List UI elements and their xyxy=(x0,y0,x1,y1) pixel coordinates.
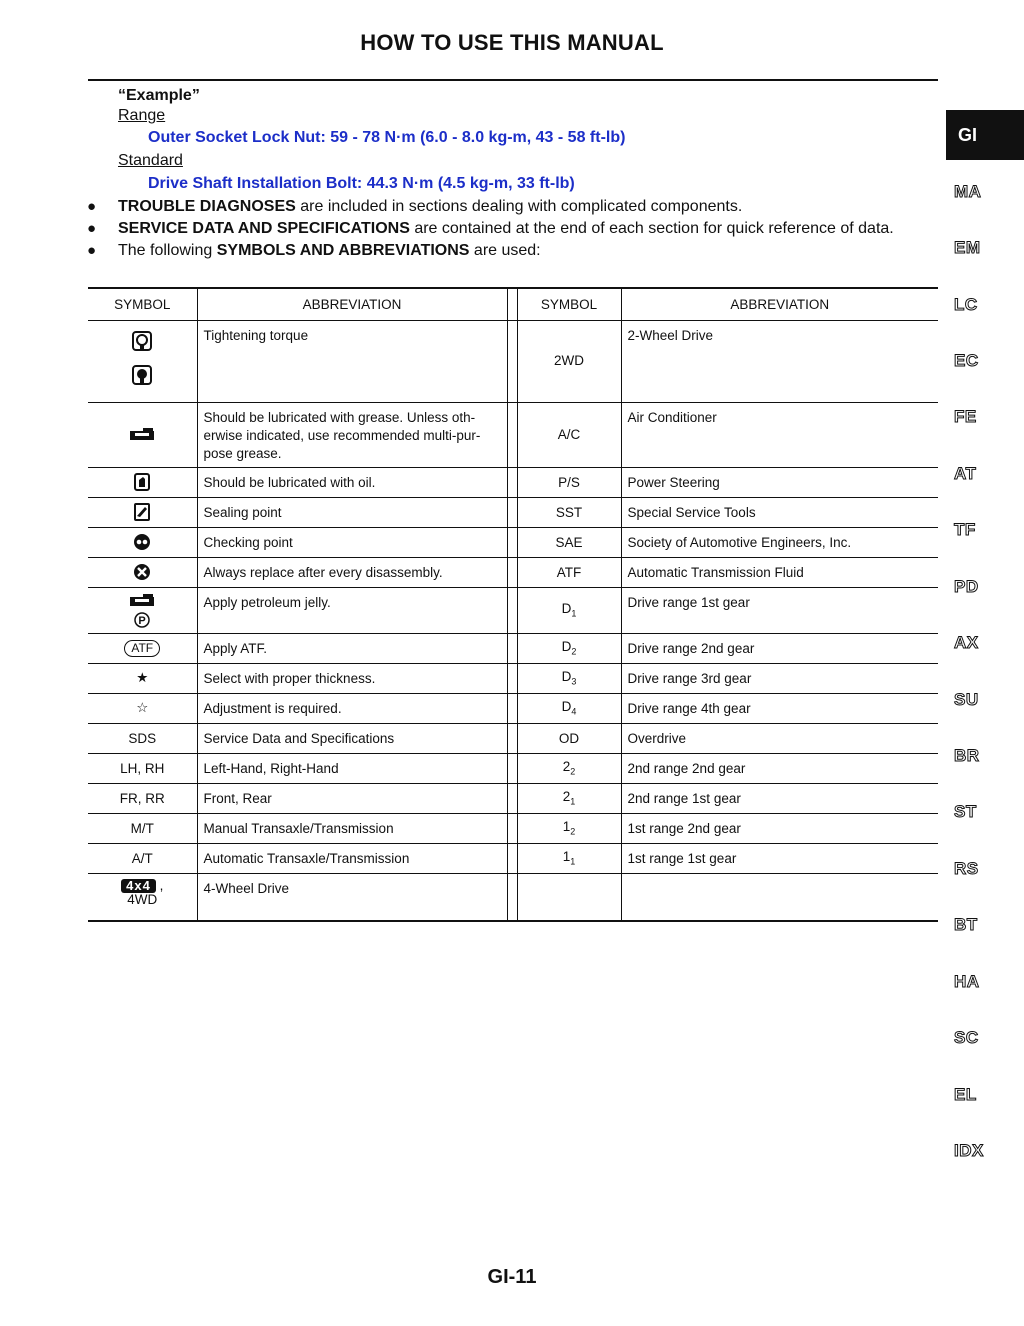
abbreviation-cell: Drive range 2nd gear xyxy=(621,633,938,663)
standard-spec: Drive Shaft Installation Bolt: 44.3 N·m (4.5 kg-m, 33 ft-lb) xyxy=(148,175,575,192)
section-tab-em[interactable]: EM xyxy=(954,238,981,257)
abbreviation-cell: 2nd range 2nd gear xyxy=(621,753,938,783)
page-number: GI-11 xyxy=(487,1266,537,1288)
table-row xyxy=(88,663,938,693)
symbol-cell xyxy=(88,497,197,527)
torque-wrench-icon xyxy=(132,331,152,351)
bullet-item xyxy=(88,196,940,217)
example-block xyxy=(118,86,938,195)
abbreviation-cell: Adjustment is required. xyxy=(197,693,507,723)
example-heading: “Example” xyxy=(118,87,200,104)
outline-star-icon: ☆ xyxy=(136,700,149,715)
symbol-cell xyxy=(88,320,197,402)
abbreviation-cell: 2nd range 1st gear xyxy=(621,783,938,813)
bullet-list xyxy=(88,196,940,262)
abbreviation-cell: Drive range 3rd gear xyxy=(621,663,938,693)
abbreviation-cell: Power Steering xyxy=(621,467,938,497)
torque-wrench-filled-icon xyxy=(132,365,152,385)
column-gap xyxy=(507,557,517,587)
check-eyes-icon xyxy=(133,533,151,551)
column-gap xyxy=(507,527,517,557)
table-row xyxy=(88,693,938,723)
section-tab-ax[interactable]: AX xyxy=(954,633,979,652)
abbreviation-cell: Air Conditioner xyxy=(621,402,938,467)
abbreviation-cell: Automatic Transmission Fluid xyxy=(621,557,938,587)
column-gap xyxy=(507,587,517,633)
bullet-item xyxy=(88,218,940,239)
symbol-cell: $D_3$ xyxy=(517,663,621,693)
symbol-cell: SST xyxy=(517,497,621,527)
column-gap xyxy=(507,753,517,783)
section-tab-ha[interactable]: HA xyxy=(954,972,980,991)
section-tab-gi[interactable]: GI xyxy=(946,110,1024,160)
abbreviation-cell: Drive range 1st gear xyxy=(621,587,938,633)
symbol-cell: $2_1$ xyxy=(517,783,621,813)
abbreviation-cell: Automatic Transaxle/Transmission xyxy=(197,843,507,873)
section-tab-ma[interactable]: MA xyxy=(954,182,982,201)
bullet-item xyxy=(88,240,940,261)
abbreviation-cell: Should be lubricated with oil. xyxy=(197,467,507,497)
filled-star-icon: ★ xyxy=(136,670,149,685)
table-row xyxy=(88,320,938,402)
abbreviation-cell: Tightening torque xyxy=(197,320,507,402)
standard-label: Standard xyxy=(118,152,183,169)
column-gap xyxy=(507,783,517,813)
section-tab-lc[interactable]: LC xyxy=(954,295,978,314)
bullet-bold: SYMBOLS AND ABBREVIATIONS xyxy=(216,242,470,259)
abbreviation-cell: Always replace after every disassembly. xyxy=(197,557,507,587)
bullet-text-pre: The following xyxy=(118,242,217,259)
table-row xyxy=(88,587,938,633)
atf-badge-icon: ATF xyxy=(124,640,160,657)
symbol-cell xyxy=(88,467,197,497)
bullet-text: are contained at the end of each section for quick reference of data. xyxy=(409,220,894,237)
table-row xyxy=(88,873,938,921)
symbol-cell: $D_1$ xyxy=(517,587,621,633)
symbol-cell: P/S xyxy=(517,467,621,497)
abbreviation-cell xyxy=(621,873,938,921)
symbol-cell xyxy=(88,402,197,467)
bullet-dot-icon: ● xyxy=(87,220,97,237)
abbreviation-cell: Manual Transaxle/Transmission xyxy=(197,813,507,843)
table-row xyxy=(88,402,938,467)
bullet-dot-icon: ● xyxy=(87,198,97,215)
abbreviation-cell: 4-Wheel Drive xyxy=(197,873,507,921)
section-tab-tf[interactable]: TF xyxy=(954,520,976,539)
table-row xyxy=(88,467,938,497)
symbol-cell xyxy=(88,873,197,921)
header-rule xyxy=(88,79,938,81)
abbreviation-cell: Front, Rear xyxy=(197,783,507,813)
symbol-cell xyxy=(88,633,197,663)
symbol-cell: $1_1$ xyxy=(517,843,621,873)
oil-can-icon xyxy=(134,473,150,491)
header-symbol-right: SYMBOL xyxy=(517,288,621,320)
column-gap xyxy=(507,497,517,527)
petroleum-p-icon xyxy=(134,612,150,628)
table-row xyxy=(88,633,938,663)
table-row xyxy=(88,813,938,843)
column-gap xyxy=(507,843,517,873)
abbreviation-cell: 1st range 2nd gear xyxy=(621,813,938,843)
table-row xyxy=(88,723,938,753)
table-row xyxy=(88,527,938,557)
symbol-cell xyxy=(88,557,197,587)
header-abbreviation-right: ABBREVIATION xyxy=(621,288,938,320)
bullet-dot-icon: ● xyxy=(87,242,97,259)
table-row xyxy=(88,753,938,783)
symbol-cell xyxy=(517,873,621,921)
column-gap xyxy=(507,723,517,753)
section-tab-at[interactable]: AT xyxy=(954,464,977,483)
bullet-text: are included in sections dealing with complicated components. xyxy=(295,198,743,215)
symbol-cell: FR, RR xyxy=(88,783,197,813)
abbreviation-cell: Special Service Tools xyxy=(621,497,938,527)
column-gap xyxy=(507,288,517,320)
abbreviation-cell: Service Data and Specifications xyxy=(197,723,507,753)
abbreviation-cell: Checking point xyxy=(197,527,507,557)
abbreviation-cell: Overdrive xyxy=(621,723,938,753)
table-header-row xyxy=(88,288,938,320)
symbol-cell: 2WD xyxy=(517,320,621,402)
table-row xyxy=(88,783,938,813)
symbol-cell: A/C xyxy=(517,402,621,467)
column-gap xyxy=(507,467,517,497)
section-tab-el[interactable]: EL xyxy=(954,1085,977,1104)
symbol-cell: $D_2$ xyxy=(517,633,621,663)
symbol-cell xyxy=(88,527,197,557)
abbreviation-cell: Left-Hand, Right-Hand xyxy=(197,753,507,783)
symbol-cell xyxy=(88,587,197,633)
bullet-bold: TROUBLE DIAGNOSES xyxy=(118,198,296,215)
range-label: Range xyxy=(118,107,166,124)
header-abbreviation-left: ABBREVIATION xyxy=(197,288,507,320)
abbreviation-cell: Select with proper thickness. xyxy=(197,663,507,693)
abbreviation-cell: 2-Wheel Drive xyxy=(621,320,938,402)
replace-x-icon xyxy=(133,563,151,581)
symbol-cell: $1_2$ xyxy=(517,813,621,843)
section-tab-pd[interactable]: PD xyxy=(954,577,979,596)
grease-gun-icon xyxy=(129,594,155,608)
symbols-table xyxy=(88,287,938,922)
symbol-4wd: 4WD xyxy=(127,891,158,907)
section-tab-idx[interactable]: IDX xyxy=(954,1141,984,1160)
grease-gun-icon xyxy=(129,428,155,442)
header-symbol-left: SYMBOL xyxy=(88,288,197,320)
table-row xyxy=(88,497,938,527)
section-tab-st[interactable]: ST xyxy=(954,802,977,821)
svg-text:P: P xyxy=(138,614,146,627)
symbol-cell xyxy=(88,663,197,693)
symbol-cell: $2_2$ xyxy=(517,753,621,783)
four-by-four-badge-icon: 4x4 xyxy=(121,879,156,893)
column-gap xyxy=(507,693,517,723)
symbol-cell xyxy=(88,693,197,723)
symbol-cell: ATF xyxy=(517,557,621,587)
abbreviation-cell: 1st range 1st gear xyxy=(621,843,938,873)
symbol-cell: $D_4$ xyxy=(517,693,621,723)
column-gap xyxy=(507,813,517,843)
section-tab-fe[interactable]: FE xyxy=(954,407,977,426)
abbreviation-cell: Sealing point xyxy=(197,497,507,527)
symbol-cell: SAE xyxy=(517,527,621,557)
abbreviation-cell: Apply ATF. xyxy=(197,633,507,663)
range-spec: Outer Socket Lock Nut: 59 - 78 N·m (6.0 - 8.0 kg-m, 43 - 58 ft-lb) xyxy=(148,129,626,146)
bullet-text: are used: xyxy=(469,242,541,259)
section-tab-br[interactable]: BR xyxy=(954,746,980,765)
abbreviation-cell: Society of Automotive Engineers, Inc. xyxy=(621,527,938,557)
section-tab-sc[interactable]: SC xyxy=(954,1028,979,1047)
symbol-cell: OD xyxy=(517,723,621,753)
column-gap xyxy=(507,402,517,467)
abbreviation-cell: Drive range 4th gear xyxy=(621,693,938,723)
column-gap xyxy=(507,320,517,402)
abbreviation-cell: Apply petroleum jelly. xyxy=(197,587,507,633)
symbol-cell: M/T xyxy=(88,813,197,843)
section-tab-rs[interactable]: RS xyxy=(954,859,979,878)
page-title: HOW TO USE THIS MANUAL xyxy=(360,30,664,55)
column-gap xyxy=(507,633,517,663)
table-row xyxy=(88,843,938,873)
section-tab-su[interactable]: SU xyxy=(954,690,979,709)
column-gap xyxy=(507,873,517,921)
bullet-bold: SERVICE DATA AND SPECIFICATIONS xyxy=(118,220,410,237)
comma-separator: , xyxy=(159,877,164,893)
column-gap xyxy=(507,663,517,693)
table-row xyxy=(88,557,938,587)
symbol-cell: SDS xyxy=(88,723,197,753)
symbol-cell: LH, RH xyxy=(88,753,197,783)
section-tab-bt[interactable]: BT xyxy=(954,915,978,934)
sealant-icon xyxy=(134,503,150,521)
symbol-cell: A/T xyxy=(88,843,197,873)
abbreviation-cell: Should be lubricated with grease. Unless oth-erwise indicated, use recommended multi-pur-pose grease. xyxy=(197,402,507,467)
section-tab-ec[interactable]: EC xyxy=(954,351,979,370)
